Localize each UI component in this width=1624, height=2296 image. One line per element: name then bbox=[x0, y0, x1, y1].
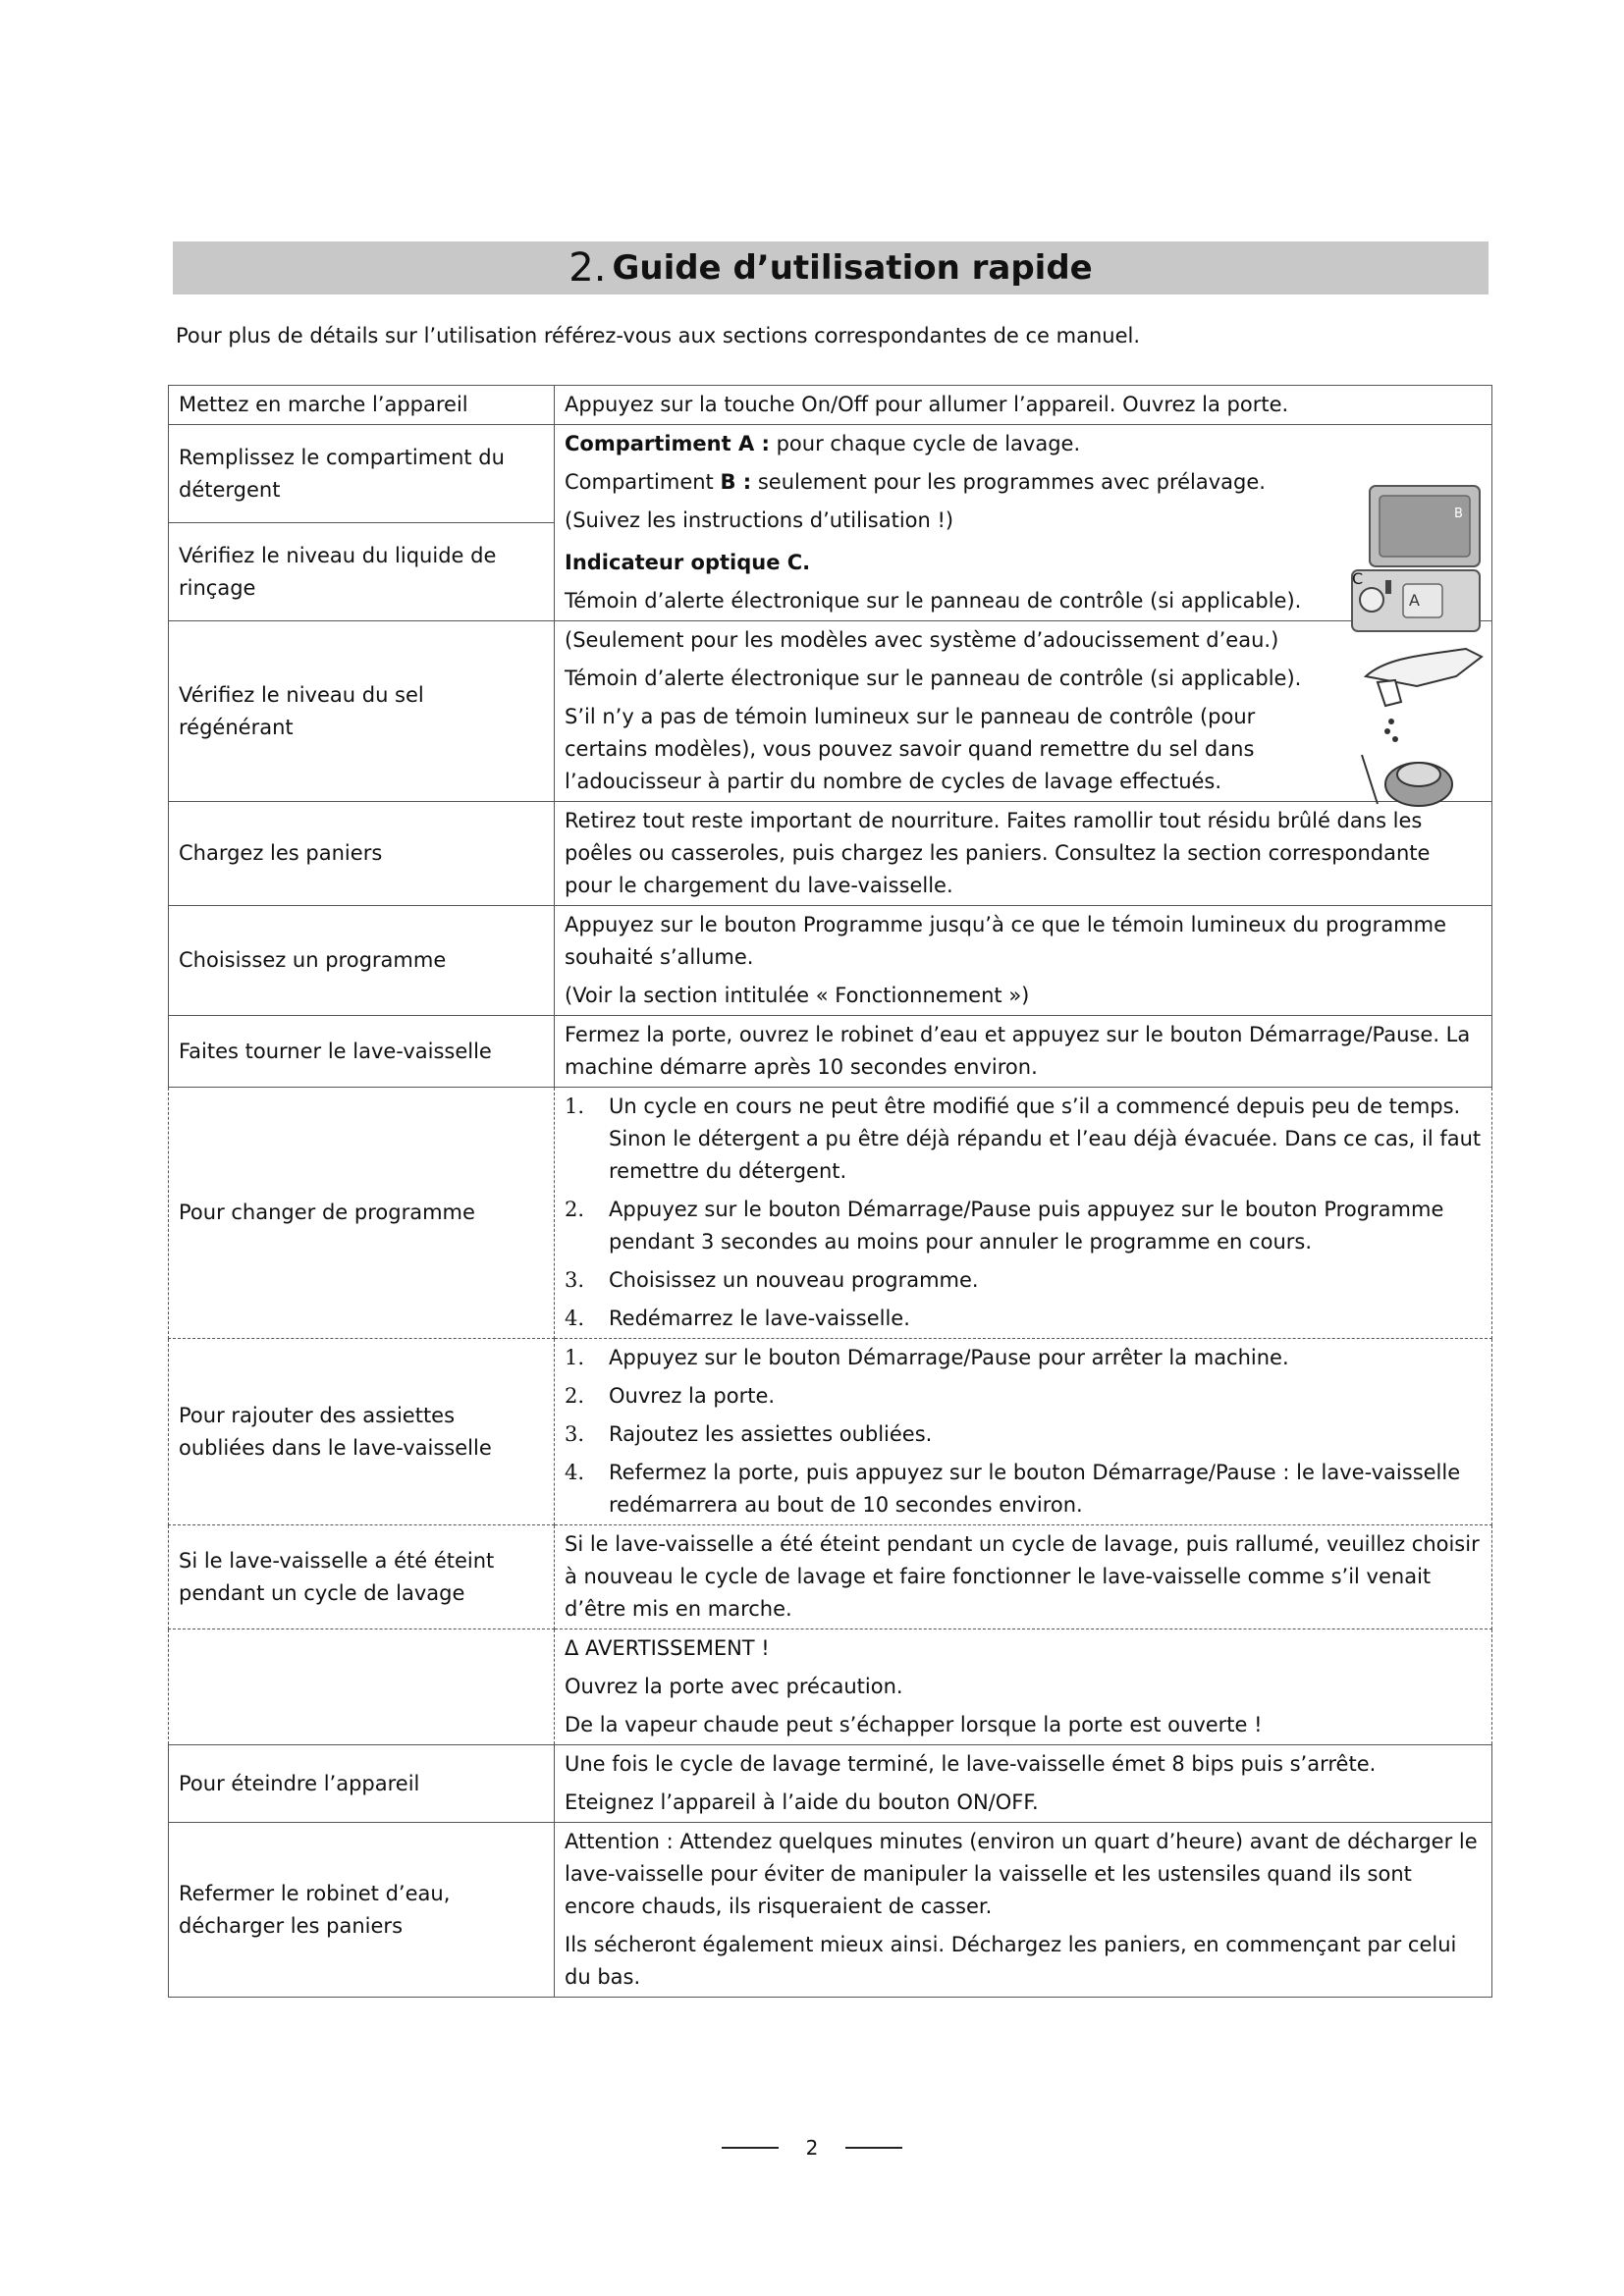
list-item bbox=[565, 1194, 1482, 1258]
compartment-b-label: B : bbox=[720, 470, 752, 494]
row-label: Chargez les paniers bbox=[169, 802, 555, 906]
row-text: Si le lave-vaisselle a été éteint pendant un cycle de lavage, puis rallumé, veuillez choisir à nouveau le cycle de lavage et faire fonctionner le lave-vaisselle comme s’il venait d’être mis en marche. bbox=[565, 1532, 1480, 1621]
step-number: 4. bbox=[565, 1307, 585, 1330]
table-row bbox=[169, 1745, 1492, 1823]
step-number: 3. bbox=[565, 1422, 585, 1446]
row-label: Mettez en marche l’appareil bbox=[169, 386, 555, 425]
row-content bbox=[555, 1823, 1492, 1998]
rinse-alert-text: Témoin d’alerte électronique sur le panneau de contrôle (si applicable). bbox=[565, 589, 1302, 613]
row-content bbox=[555, 1339, 1492, 1525]
salt-refill-illustration bbox=[1358, 637, 1486, 814]
rinse-indicator-label: Indicateur optique C. bbox=[565, 551, 811, 574]
change-program-steps bbox=[565, 1091, 1482, 1335]
row-content bbox=[555, 1088, 1492, 1339]
step-number: 2. bbox=[565, 1198, 585, 1221]
footer-rule-right bbox=[845, 2147, 902, 2149]
table-row bbox=[169, 1016, 1492, 1088]
compartment-b-desc: seulement pour les programmes avec prélavage. bbox=[751, 470, 1266, 494]
step-text: Refermez la porte, puis appuyez sur le bouton Démarrage/Pause : le lave-vaisselle redémarrera au bout de 10 secondes environ. bbox=[609, 1461, 1461, 1517]
row-label: Pour rajouter des assiettes oubliées dans le lave-vaisselle bbox=[169, 1339, 555, 1525]
list-item bbox=[565, 1264, 1482, 1297]
row-content bbox=[555, 1016, 1492, 1088]
step-text: Choisissez un nouveau programme. bbox=[609, 1268, 979, 1292]
row-text: (Voir la section intitulée « Fonctionnement ») bbox=[565, 984, 1030, 1007]
row-text: Eteignez l’appareil à l’aide du bouton ON/OFF. bbox=[565, 1790, 1039, 1814]
label-a-text: A bbox=[1409, 591, 1420, 610]
warning-content bbox=[555, 1629, 1492, 1745]
label-c-text: C bbox=[1352, 569, 1364, 588]
row-text: Fermez la porte, ouvrez le robinet d’eau et appuyez sur le bouton Démarrage/Pause. La machine démarre après 10 secondes environ. bbox=[565, 1023, 1471, 1079]
step-number: 3. bbox=[565, 1268, 585, 1292]
compartment-b-prefix: Compartiment bbox=[565, 470, 721, 494]
compartment-a-text bbox=[565, 428, 1482, 460]
step-text: Ouvrez la porte. bbox=[609, 1384, 776, 1408]
row-text: Appuyez sur le bouton Programme jusqu’à ce que le témoin lumineux du programme souhaité s’allume. bbox=[565, 913, 1447, 969]
row-content bbox=[555, 802, 1492, 906]
table-row bbox=[169, 621, 1492, 802]
table-row bbox=[169, 425, 1492, 523]
row-text: Ouvrez la porte avec précaution. bbox=[565, 1675, 903, 1698]
intro-text: Pour plus de détails sur l’utilisation référez-vous aux sections correspondantes de ce manuel. bbox=[176, 324, 1141, 347]
step-number: 1. bbox=[565, 1346, 585, 1369]
row-content bbox=[555, 386, 1492, 425]
detergent-dispenser-illustration bbox=[1346, 478, 1484, 635]
row-label: Pour changer de programme bbox=[169, 1088, 555, 1339]
row-text: (Seulement pour les modèles avec système d’adoucissement d’eau.) bbox=[565, 628, 1279, 652]
row-content bbox=[555, 1525, 1492, 1629]
step-text: Redémarrez le lave-vaisselle. bbox=[609, 1307, 910, 1330]
row-text: S’il n’y a pas de témoin lumineux sur le panneau de contrôle (pour certains modèles), vous pouvez savoir quand remettre du sel dans l’adoucisseur à partir du nombre de cycles de lavage effectués. bbox=[565, 705, 1256, 793]
step-text: Rajoutez les assiettes oubliées. bbox=[609, 1422, 933, 1446]
step-number: 4. bbox=[565, 1461, 585, 1484]
page-footer bbox=[0, 2136, 1624, 2160]
instructions-note: (Suivez les instructions d’utilisation !) bbox=[565, 508, 954, 532]
row-label: Vérifiez le niveau du sel régénérant bbox=[169, 621, 555, 802]
compartment-b-text bbox=[565, 466, 1482, 499]
table-row bbox=[169, 1088, 1492, 1339]
row-label: Faites tourner le lave-vaisselle bbox=[169, 1016, 555, 1088]
row-text: Attention : Attendez quelques minutes (environ un quart d’heure) avant de décharger le lave-vaisselle pour éviter de manipuler la vaisselle et les ustensiles quand ils sont encore chauds, ils risqueraient de casser. bbox=[565, 1830, 1478, 1918]
table-row bbox=[169, 1629, 1492, 1745]
section-title-bar bbox=[173, 241, 1489, 294]
step-number: 2. bbox=[565, 1384, 585, 1408]
label-b-text: B bbox=[1454, 507, 1463, 521]
row-label: Choisissez un programme bbox=[169, 906, 555, 1016]
row-content bbox=[555, 621, 1492, 802]
row-text: De la vapeur chaude peut s’échapper lorsque la porte est ouverte ! bbox=[565, 1713, 1263, 1736]
row-label bbox=[169, 1629, 555, 1745]
table-row bbox=[169, 1823, 1492, 1998]
step-text: Appuyez sur le bouton Démarrage/Pause pour arrêter la machine. bbox=[609, 1346, 1289, 1369]
row-label: Pour éteindre l’appareil bbox=[169, 1745, 555, 1823]
list-item bbox=[565, 1303, 1482, 1335]
quick-guide-table bbox=[168, 385, 1492, 1998]
table-row bbox=[169, 802, 1492, 906]
step-text: Un cycle en cours ne peut être modifié que s’il a commencé depuis peu de temps. Sinon le détergent a pu être déjà répandu et l’eau déjà évacuée. Dans ce cas, il faut remettre du détergent. bbox=[609, 1095, 1482, 1183]
row-text: Témoin d’alerte électronique sur le panneau de contrôle (si applicable). bbox=[565, 667, 1302, 690]
row-label: Si le lave-vaisselle a été éteint pendant un cycle de lavage bbox=[169, 1525, 555, 1629]
list-item bbox=[565, 1418, 1482, 1451]
row-label: Refermer le robinet d’eau, décharger les paniers bbox=[169, 1823, 555, 1998]
step-text: Appuyez sur le bouton Démarrage/Pause puis appuyez sur le bouton Programme pendant 3 secondes au moins pour annuler le programme en cours. bbox=[609, 1198, 1444, 1254]
add-dishes-steps bbox=[565, 1342, 1482, 1522]
table-row bbox=[169, 1525, 1492, 1629]
table-row bbox=[169, 386, 1492, 425]
list-item bbox=[565, 1380, 1482, 1413]
table-row bbox=[169, 1339, 1492, 1525]
row-text: Appuyez sur la touche On/Off pour allumer l’appareil. Ouvrez la porte. bbox=[565, 393, 1289, 416]
table-row bbox=[169, 906, 1492, 1016]
list-item bbox=[565, 1342, 1482, 1374]
section-number: 2. bbox=[568, 245, 607, 291]
rinse-indicator-text bbox=[565, 547, 1482, 579]
compartment-a-desc: pour chaque cycle de lavage. bbox=[769, 432, 1081, 455]
row-content bbox=[555, 425, 1492, 621]
row-label: Vérifiez le niveau du liquide de rinçage bbox=[169, 523, 555, 621]
warning-heading: Δ AVERTISSEMENT ! bbox=[565, 1636, 770, 1660]
step-number: 1. bbox=[565, 1095, 585, 1118]
row-label: Remplissez le compartiment du détergent bbox=[169, 425, 555, 523]
page-number: 2 bbox=[805, 2136, 819, 2160]
row-content bbox=[555, 906, 1492, 1016]
row-content bbox=[555, 1745, 1492, 1823]
row-text: Ils sécheront également mieux ainsi. Déchargez les paniers, en commençant par celui du bas. bbox=[565, 1933, 1457, 1989]
list-item bbox=[565, 1457, 1482, 1522]
section-title: Guide d’utilisation rapide bbox=[612, 248, 1093, 288]
row-text: Retirez tout reste important de nourriture. Faites ramollir tout résidu brûlé dans les poêles ou casseroles, puis chargez les paniers. Consultez la section correspondante pour le chargement du lave-vaisselle. bbox=[565, 809, 1431, 897]
footer-rule-left bbox=[722, 2147, 779, 2149]
row-text: Une fois le cycle de lavage terminé, le lave-vaisselle émet 8 bips puis s’arrête. bbox=[565, 1752, 1377, 1776]
list-item bbox=[565, 1091, 1482, 1188]
compartment-a-label: Compartiment A : bbox=[565, 432, 770, 455]
